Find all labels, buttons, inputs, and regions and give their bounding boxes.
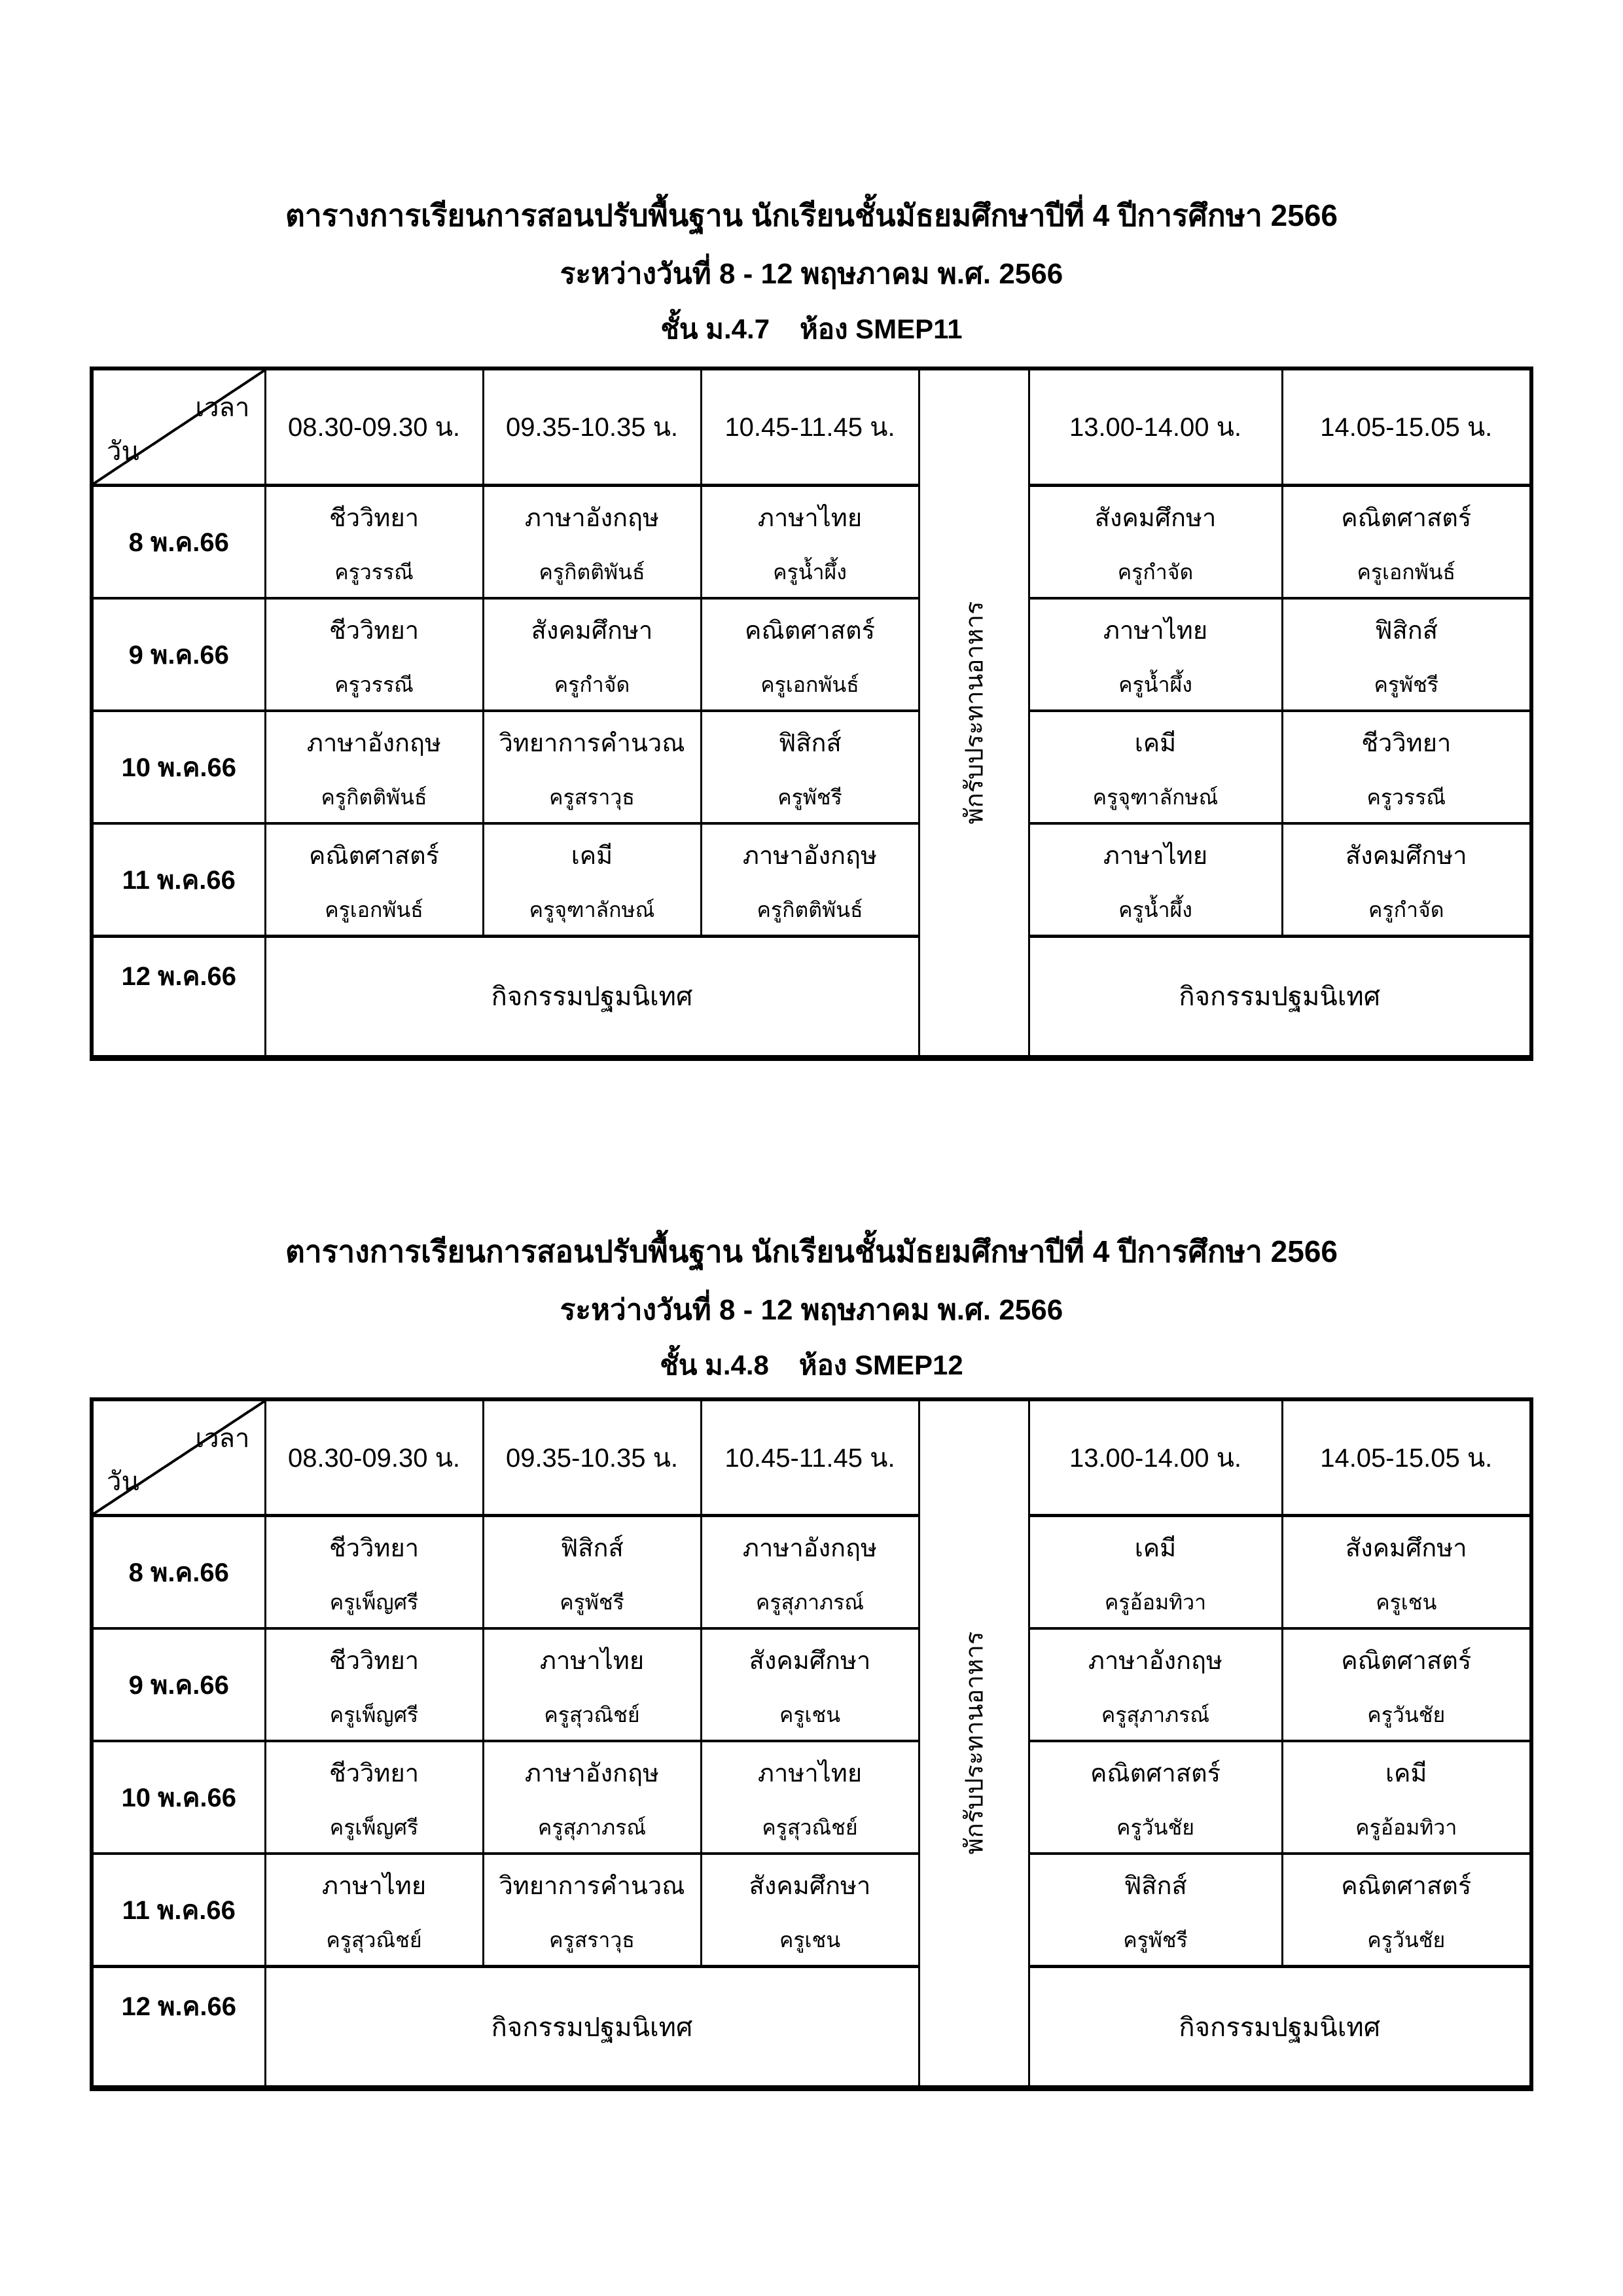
- orientation-activity-left: กิจกรรมปฐมนิเทศ: [265, 1967, 919, 2089]
- subject-label: สังคมศึกษา: [1345, 842, 1467, 870]
- teacher-label: ครูกำจัด: [1368, 897, 1444, 922]
- subject-label: ชีววิทยา: [329, 1760, 419, 1787]
- schedule-cell: [1282, 1628, 1531, 1741]
- schedule-cell: [483, 1854, 701, 1967]
- subject-label: สังคมศึกษา: [1094, 504, 1217, 532]
- teacher-label: ครูอ้อมทิวา: [1355, 1816, 1457, 1839]
- time-header: 10.45-11.45 น.: [701, 368, 919, 485]
- schedule-cell: [701, 485, 919, 598]
- orientation-activity-right: กิจกรรมปฐมนิเทศ: [1029, 1967, 1531, 2089]
- schedule-cell: [1282, 823, 1531, 937]
- schedule-cell: [1029, 598, 1282, 711]
- header-row: [92, 368, 1531, 485]
- timetable-section-m48: [0, 1061, 1623, 2092]
- schedule-cell: [265, 1628, 483, 1741]
- lunch-break-column: [919, 1399, 1029, 2089]
- teacher-label: ครูวันชัย: [1367, 1928, 1446, 1952]
- teacher-label: ครูวันชัย: [1367, 1703, 1446, 1727]
- orientation-row: [92, 936, 1531, 1058]
- section-titles: [0, 195, 1623, 347]
- timetable-section-m47: [0, 0, 1623, 1061]
- date-cell: 8 พ.ค.66: [92, 485, 265, 598]
- teacher-label: ครูน้ำผึ้ง: [773, 560, 847, 584]
- lunch-break-label: พักรับประทานอาหาร: [961, 1631, 989, 1855]
- teacher-label: ครูสุภาภรณ์: [1101, 1703, 1210, 1727]
- date-cell: 10 พ.ค.66: [92, 711, 265, 823]
- schedule-cell: [265, 1516, 483, 1629]
- subject-label: ชีววิทยา: [329, 504, 419, 532]
- time-header: 10.45-11.45 น.: [701, 1399, 919, 1516]
- subject-label: ภาษาไทย: [1103, 842, 1208, 870]
- timetable-m47: [90, 367, 1533, 1061]
- teacher-label: ครูพัชรี: [1374, 672, 1439, 696]
- teacher-label: ครูสุภาภรณ์: [537, 1816, 647, 1839]
- schedule-cell: [1029, 711, 1282, 823]
- schedule-cell: [1029, 823, 1282, 937]
- subject-label: ชีววิทยา: [1361, 729, 1452, 757]
- corner-day-time-cell: [92, 1399, 265, 1516]
- time-header: 08.30-09.30 น.: [265, 368, 483, 485]
- schedule-cell: [701, 711, 919, 823]
- teacher-label: ครูน้ำผึ้ง: [1118, 672, 1192, 696]
- schedule-cell: [1029, 485, 1282, 598]
- subject-label: ภาษาไทย: [1103, 617, 1208, 645]
- schedule-cell: [701, 1854, 919, 1967]
- subject-label: ภาษาไทย: [321, 1873, 427, 1900]
- date-cell: 10 พ.ค.66: [92, 1741, 265, 1854]
- timetable-m48: [90, 1397, 1533, 2092]
- schedule-cell: [1282, 485, 1531, 598]
- time-header: 09.35-10.35 น.: [483, 1399, 701, 1516]
- teacher-label: ครูกำจัด: [1117, 560, 1194, 584]
- date-range-subtitle: ระหว่างวันที่ 8 - 12 พฤษภาคม พ.ศ. 2566: [560, 258, 1063, 290]
- schedule-cell: [1282, 598, 1531, 711]
- schedule-cell: [265, 823, 483, 937]
- schedule-cell: [265, 1741, 483, 1854]
- subject-label: ภาษาไทย: [539, 1647, 645, 1675]
- table-row: [92, 823, 1531, 937]
- orientation-row: [92, 1967, 1531, 2089]
- schedule-cell: [1282, 1741, 1531, 1854]
- header-row: [92, 1399, 1531, 1516]
- subject-label: ภาษาอังกฤษ: [524, 504, 660, 532]
- teacher-label: ครูสุวณิชย์: [326, 1928, 422, 1952]
- date-label: 12 พ.ค.66: [121, 961, 236, 991]
- table-row: [92, 1628, 1531, 1741]
- schedule-cell: [483, 1628, 701, 1741]
- lunch-break-column: [919, 368, 1029, 1058]
- subject-label: เคมี: [1385, 1760, 1427, 1787]
- time-header: 08.30-09.30 น.: [265, 1399, 483, 1516]
- schedule-cell: [1282, 1516, 1531, 1629]
- subject-label: คณิตศาสตร์: [1341, 504, 1472, 532]
- teacher-label: ครูกิตติพันธ์: [539, 560, 645, 584]
- corner-time-label: เวลา: [195, 393, 250, 422]
- subject-label: วิทยาการคำนวณ: [499, 729, 685, 757]
- date-cell: 11 พ.ค.66: [92, 823, 265, 937]
- schedule-cell: [701, 598, 919, 711]
- class-room-line: [0, 312, 1623, 347]
- subject-label: เคมี: [571, 842, 613, 870]
- orientation-activity-right: กิจกรรมปฐมนิเทศ: [1029, 936, 1531, 1058]
- teacher-label: ครูวรรณี: [1366, 785, 1446, 809]
- schedule-cell: [701, 823, 919, 937]
- schedule-cell: [483, 823, 701, 937]
- class-label: ชั้น ม.4.7: [660, 314, 770, 344]
- subject-label: ฟิสิกส์: [560, 1535, 624, 1562]
- table-row: [92, 598, 1531, 711]
- teacher-label: ครูเพ็ญศรี: [329, 1590, 419, 1614]
- time-header: 13.00-14.00 น.: [1029, 368, 1282, 485]
- teacher-label: ครูอ้อมทิวา: [1104, 1590, 1207, 1614]
- schedule-cell: [483, 1741, 701, 1854]
- teacher-label: ครูจุฑาลักษณ์: [529, 897, 655, 922]
- table-row: [92, 485, 1531, 598]
- schedule-cell: [1282, 1854, 1531, 1967]
- teacher-label: ครูสุวณิชย์: [544, 1703, 640, 1727]
- schedule-cell: [483, 1516, 701, 1629]
- teacher-label: ครูสราวุธ: [549, 785, 635, 809]
- teacher-label: ครูวรรณี: [334, 672, 414, 696]
- teacher-label: ครูกิตติพันธ์: [757, 897, 863, 922]
- time-header: 13.00-14.00 น.: [1029, 1399, 1282, 1516]
- date-cell: 9 พ.ค.66: [92, 1628, 265, 1741]
- subject-label: ภาษาไทย: [757, 1760, 863, 1787]
- subject-label: สังคมศึกษา: [749, 1647, 871, 1675]
- page-title: ตารางการเรียนการสอนปรับพื้นฐาน นักเรียนชั้นมัธยมศึกษาปีที่ 4 ปีการศึกษา 2566: [285, 198, 1338, 232]
- subject-label: ภาษาอังกฤษ: [742, 1535, 878, 1562]
- section-titles: [0, 1231, 1623, 1383]
- subject-label: ภาษาอังกฤษ: [524, 1760, 660, 1787]
- subject-label: ภาษาอังกฤษ: [1088, 1647, 1223, 1675]
- subject-label: เคมี: [1134, 729, 1177, 757]
- date-cell: [92, 936, 265, 1058]
- subject-label: ฟิสิกส์: [1374, 617, 1438, 645]
- teacher-label: ครูพัชรี: [560, 1590, 624, 1614]
- schedule-cell: [1282, 711, 1531, 823]
- corner-day-label: วัน: [107, 437, 139, 466]
- time-header: 14.05-15.05 น.: [1282, 1399, 1531, 1516]
- subject-label: วิทยาการคำนวณ: [499, 1873, 685, 1900]
- teacher-label: ครูพัชรี: [777, 785, 842, 809]
- date-cell: [92, 1967, 265, 2089]
- teacher-label: ครูพัชรี: [1123, 1928, 1188, 1952]
- subject-label: คณิตศาสตร์: [1341, 1647, 1472, 1675]
- page-title: ตารางการเรียนการสอนปรับพื้นฐาน นักเรียนชั้นมัธยมศึกษาปีที่ 4 ปีการศึกษา 2566: [285, 1234, 1338, 1268]
- table-row: [92, 1854, 1531, 1967]
- table-row: [92, 1516, 1531, 1629]
- date-cell: 9 พ.ค.66: [92, 598, 265, 711]
- schedule-cell: [265, 598, 483, 711]
- corner-day-label: วัน: [107, 1467, 139, 1496]
- room-label: ห้อง SMEP12: [798, 1349, 963, 1380]
- table-row: [92, 711, 1531, 823]
- corner-day-time-cell: [92, 368, 265, 485]
- table-row: [92, 1741, 1531, 1854]
- schedule-cell: [1029, 1854, 1282, 1967]
- schedule-cell: [701, 1516, 919, 1629]
- orientation-activity-left: กิจกรรมปฐมนิเทศ: [265, 936, 919, 1058]
- schedule-cell: [1029, 1516, 1282, 1629]
- subject-label: ฟิสิกส์: [778, 729, 842, 757]
- subject-label: สังคมศึกษา: [531, 617, 653, 645]
- subject-label: ภาษาอังกฤษ: [742, 842, 878, 870]
- subject-label: ภาษาอังกฤษ: [306, 729, 442, 757]
- date-range-subtitle: ระหว่างวันที่ 8 - 12 พฤษภาคม พ.ศ. 2566: [560, 1293, 1063, 1326]
- subject-label: ชีววิทยา: [329, 1647, 419, 1675]
- teacher-label: ครูจุฑาลักษณ์: [1092, 785, 1219, 809]
- schedule-cell: [265, 1854, 483, 1967]
- teacher-label: ครูสุภาภรณ์: [755, 1590, 865, 1614]
- subject-label: ฟิสิกส์: [1124, 1873, 1187, 1900]
- teacher-label: ครูเอกพันธ์: [1357, 560, 1456, 584]
- schedule-cell: [701, 1628, 919, 1741]
- teacher-label: ครูเชน: [1376, 1590, 1437, 1614]
- teacher-label: ครูเอกพันธ์: [760, 672, 859, 696]
- teacher-label: ครูเชน: [779, 1928, 841, 1952]
- schedule-cell: [265, 485, 483, 598]
- teacher-label: ครูเพ็ญศรี: [329, 1703, 419, 1727]
- teacher-label: ครูสราวุธ: [549, 1928, 635, 1952]
- time-header: 14.05-15.05 น.: [1282, 368, 1531, 485]
- date-cell: 8 พ.ค.66: [92, 1516, 265, 1629]
- schedule-cell: [265, 711, 483, 823]
- teacher-label: ครูเชน: [779, 1703, 841, 1727]
- lunch-break-label: พักรับประทานอาหาร: [961, 601, 989, 825]
- date-label: 12 พ.ค.66: [121, 1992, 236, 2021]
- schedule-cell: [483, 598, 701, 711]
- subject-label: เคมี: [1134, 1535, 1177, 1562]
- schedule-cell: [483, 711, 701, 823]
- teacher-label: ครูน้ำผึ้ง: [1118, 897, 1192, 922]
- subject-label: คณิตศาสตร์: [308, 842, 440, 870]
- teacher-label: ครูกิตติพันธ์: [321, 785, 427, 809]
- time-header: 09.35-10.35 น.: [483, 368, 701, 485]
- subject-label: คณิตศาสตร์: [1090, 1760, 1221, 1787]
- subject-label: ชีววิทยา: [329, 617, 419, 645]
- subject-label: คณิตศาสตร์: [744, 617, 876, 645]
- corner-time-label: เวลา: [195, 1424, 250, 1453]
- schedule-cell: [483, 485, 701, 598]
- teacher-label: ครูวรรณี: [334, 560, 414, 584]
- class-room-line: [0, 1348, 1623, 1383]
- subject-label: สังคมศึกษา: [749, 1873, 871, 1900]
- date-cell: 11 พ.ค.66: [92, 1854, 265, 1967]
- schedule-cell: [1029, 1628, 1282, 1741]
- teacher-label: ครูกำจัด: [554, 672, 630, 696]
- schedule-cell: [1029, 1741, 1282, 1854]
- class-label: ชั้น ม.4.8: [660, 1349, 769, 1380]
- schedule-cell: [701, 1741, 919, 1854]
- subject-label: ชีววิทยา: [329, 1535, 419, 1562]
- subject-label: สังคมศึกษา: [1345, 1535, 1467, 1562]
- subject-label: ภาษาไทย: [757, 504, 863, 532]
- room-label: ห้อง SMEP11: [800, 314, 963, 344]
- teacher-label: ครูสุวณิชย์: [762, 1816, 858, 1839]
- subject-label: คณิตศาสตร์: [1341, 1873, 1472, 1900]
- teacher-label: ครูวันชัย: [1116, 1816, 1194, 1839]
- teacher-label: ครูเพ็ญศรี: [329, 1816, 419, 1839]
- teacher-label: ครูเอกพันธ์: [325, 897, 423, 922]
